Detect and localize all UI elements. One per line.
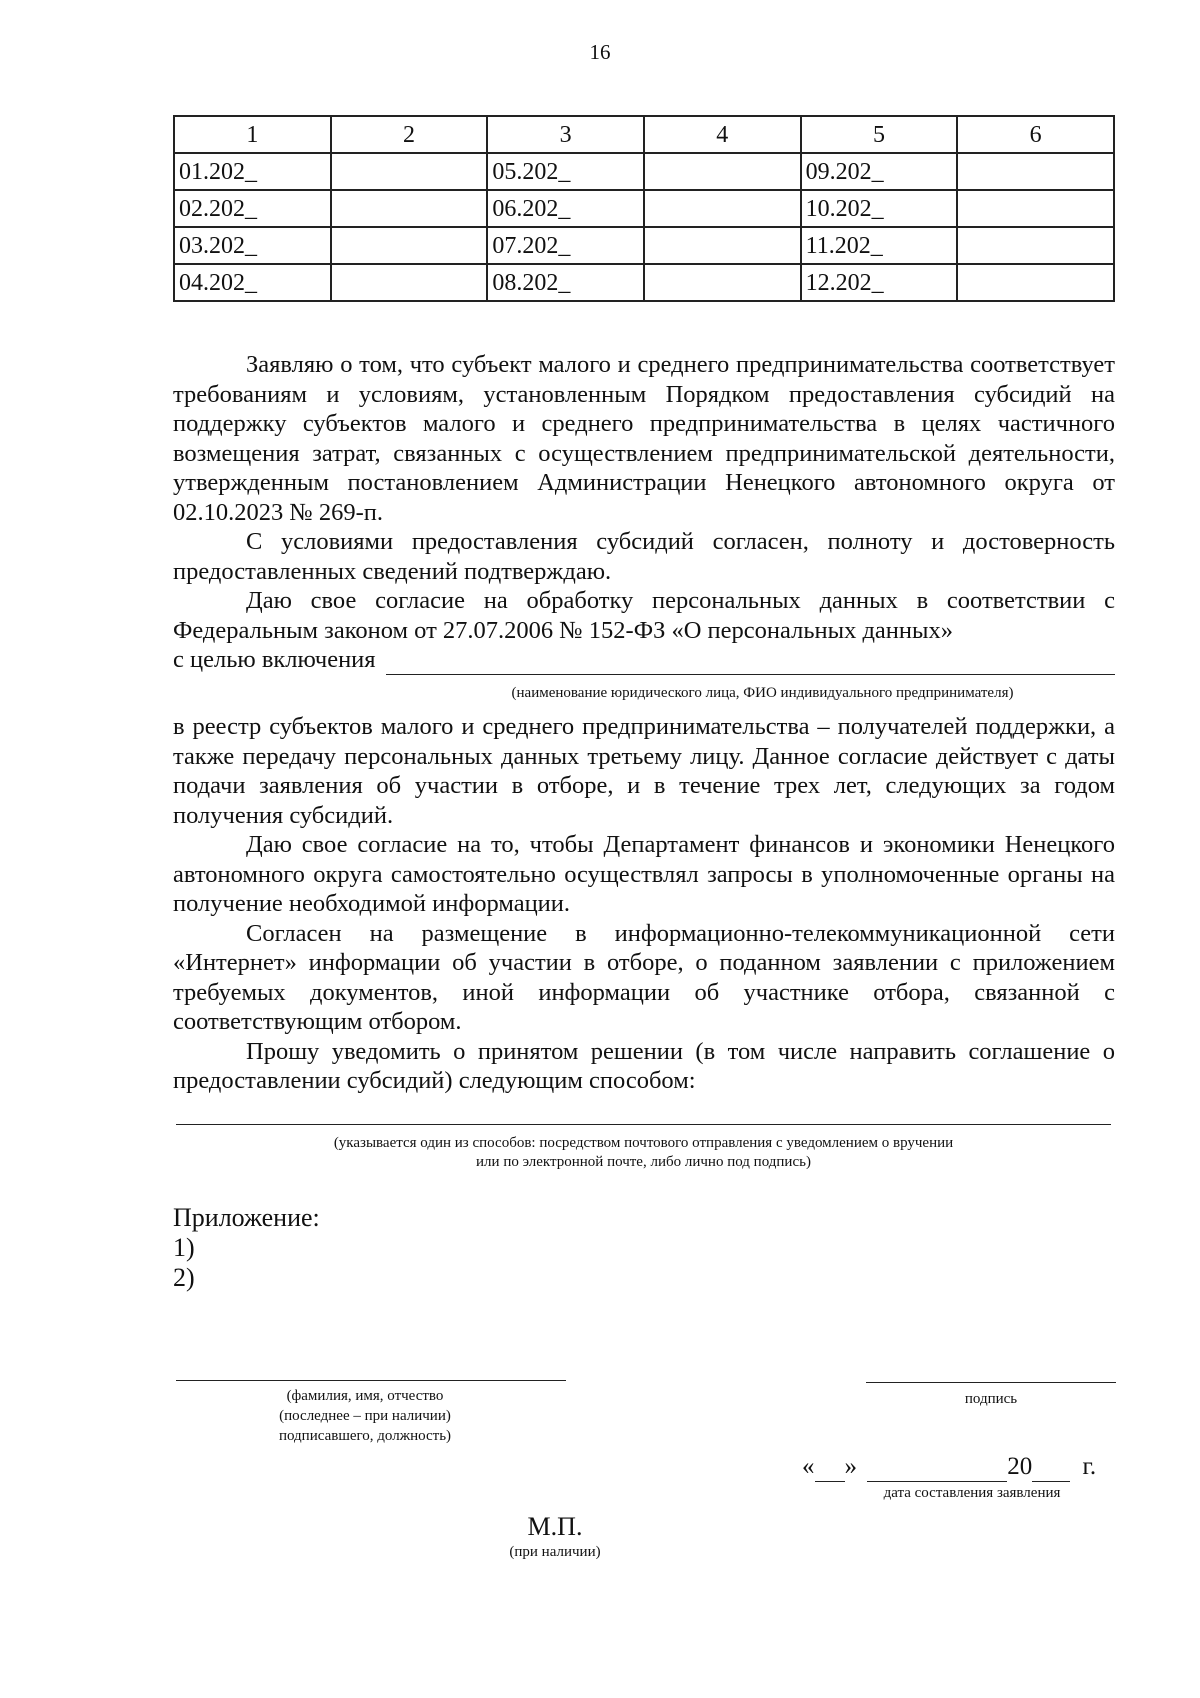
table-cell: 12.202_ (801, 264, 958, 301)
table-cell[interactable] (331, 227, 488, 264)
paragraph-internet-consent: Согласен на размещение в информационно-телекоммуникационной сети «Интернет» информации об участии в отборе, о поданном заявлении с приложением требуемых документов, иной информации об участнике отбора, связанной с соответствующим отбором. (173, 919, 1115, 1035)
year-prefix: 20 (1007, 1453, 1033, 1480)
table-cell: 08.202_ (487, 264, 644, 301)
table-cell[interactable] (644, 264, 801, 301)
consent-block (173, 712, 1115, 1096)
paragraph-personal-data-continued: в реестр субъектов малого и среднего предпринимательства – получателей поддержки, а также передачу персональных данных третьему лицу. Данное согласие действует с даты подачи заявления об участии в отборе, и в течение трех лет, следующих за годом получения субсидий. (173, 713, 1115, 829)
table-cell[interactable] (331, 153, 488, 190)
notify-caption-line: (указывается один из способов: посредством почтового отправления с уведомлением о вручении (333, 1135, 954, 1151)
page-number: 16 (589, 40, 611, 64)
table-cell[interactable] (331, 264, 488, 301)
paragraph-notify: Прошу уведомить о принятом решении (в том числе направить соглашение о предоставлении субсидий) следующим способом: (173, 1037, 1115, 1094)
name-caption-line: (последнее – при наличии) (279, 1408, 451, 1424)
notify-caption (176, 1134, 1111, 1172)
table-header-cell: 4 (644, 116, 801, 153)
name-caption-line: подписавшего, должность) (278, 1428, 452, 1444)
notify-caption-line: или по электронной почте, либо лично под подпись) (476, 1154, 811, 1170)
notify-method-input-line[interactable] (176, 1124, 1111, 1125)
name-caption (240, 1386, 490, 1446)
table-cell: 02.202_ (174, 190, 331, 227)
purpose-label: с целью включения (173, 646, 376, 673)
appendix-item: 1) (173, 1233, 195, 1262)
table-header-cell: 6 (957, 116, 1114, 153)
table-cell: 06.202_ (487, 190, 644, 227)
table-cell: 11.202_ (801, 227, 958, 264)
date-open-quote: « (802, 1453, 815, 1480)
table-cell[interactable] (957, 227, 1114, 264)
table-cell: 07.202_ (487, 227, 644, 264)
table-header-cell: 1 (174, 116, 331, 153)
table-cell[interactable] (331, 190, 488, 227)
table-cell: 05.202_ (487, 153, 644, 190)
appendix-title: Приложение: (173, 1203, 320, 1232)
date-caption: дата составления заявления (883, 1485, 1061, 1501)
table-header-row (174, 116, 1114, 153)
table-cell: 04.202_ (174, 264, 331, 301)
paragraph-agreement: С условиями предоставления субсидий согласен, полноту и достоверность предоставленных сведений подтверждаю. (173, 528, 1115, 585)
purpose-line (173, 645, 1115, 675)
table-cell[interactable] (957, 190, 1114, 227)
months-table (173, 115, 1115, 302)
day-input-line[interactable] (815, 1459, 845, 1482)
year-suffix: г. (1082, 1453, 1097, 1480)
seal-caption: (при наличии) (509, 1544, 601, 1560)
table-cell[interactable] (644, 227, 801, 264)
table-cell[interactable] (644, 190, 801, 227)
paragraph-personal-data: Даю свое согласие на обработку персональных данных в соответствии с Федеральным законом от 27.07.2006 № 152-ФЗ «О персональных данных» (173, 587, 1115, 644)
declaration-block (173, 350, 1115, 675)
table-cell[interactable] (957, 264, 1114, 301)
table-row (174, 227, 1114, 264)
signature-input-line[interactable] (866, 1382, 1116, 1383)
appendix-item: 2) (173, 1263, 195, 1292)
table-cell: 09.202_ (801, 153, 958, 190)
table-row (174, 190, 1114, 227)
appendix (173, 1203, 320, 1293)
date-close-quote: » (844, 1453, 857, 1480)
table-cell: 10.202_ (801, 190, 958, 227)
table-cell: 01.202_ (174, 153, 331, 190)
seal-label: М.П. (527, 1512, 583, 1541)
table-row (174, 153, 1114, 190)
signature-caption: подпись (964, 1391, 1018, 1407)
purpose-caption: (наименование юридического лица, ФИО индивидуального предпринимателя) (511, 685, 1014, 701)
year-input-line[interactable] (1032, 1459, 1070, 1482)
name-input-line[interactable] (176, 1380, 566, 1381)
table-header-cell: 3 (487, 116, 644, 153)
purpose-input-line[interactable] (386, 652, 1115, 675)
table-header-cell: 5 (801, 116, 958, 153)
table-cell: 03.202_ (174, 227, 331, 264)
paragraph-declaration: Заявляю о том, что субъект малого и среднего предпринимательства соответствует требованиям и условиям, установленным Порядком предоставления субсидий на поддержку субъектов малого и среднего предпринимательства в целях частичного возмещения затрат, связанных с осуществлением предпринимательской деятельности, утвержденным постановлением Администрации Ненецкого автономного округа от 02.10.2023 № 269-п. (173, 351, 1115, 526)
table-cell[interactable] (957, 153, 1114, 190)
date-line (802, 1452, 1096, 1482)
name-caption-line: (фамилия, имя, отчество (286, 1388, 444, 1404)
seal-block (470, 1512, 640, 1562)
paragraph-department-consent: Даю свое согласие на то, чтобы Департамент финансов и экономики Ненецкого автономного округа самостоятельно осуществлял запросы в уполномоченные органы на получение необходимой информации. (173, 831, 1115, 917)
table-header-cell: 2 (331, 116, 488, 153)
month-input-line[interactable] (867, 1459, 1007, 1482)
table-cell[interactable] (644, 153, 801, 190)
table-row (174, 264, 1114, 301)
